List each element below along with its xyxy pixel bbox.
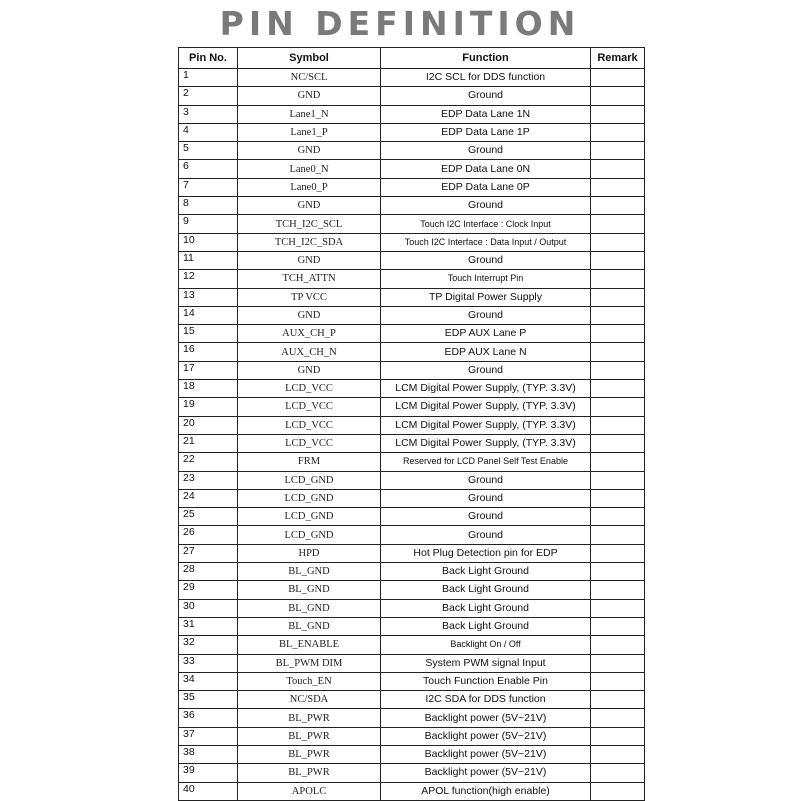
remark-cell: [591, 87, 645, 105]
pin-number-cell: 34: [179, 672, 238, 690]
function-cell: Back Light Ground: [381, 617, 591, 635]
function-cell: Ground: [381, 306, 591, 324]
table-row: [179, 87, 645, 105]
symbol-cell: NC/SDA: [238, 691, 381, 709]
table-row: [179, 782, 645, 800]
table-row: [179, 489, 645, 507]
symbol-cell: BL_PWR: [238, 764, 381, 782]
table-row: [179, 691, 645, 709]
symbol-cell: LCD_GND: [238, 526, 381, 544]
table-row: [179, 325, 645, 343]
function-cell: Ground: [381, 489, 591, 507]
remark-cell: [591, 636, 645, 654]
remark-cell: [591, 270, 645, 288]
pin-number-cell: 23: [179, 471, 238, 489]
pin-number-cell: 11: [179, 251, 238, 269]
function-cell: TP Digital Power Supply: [381, 288, 591, 306]
remark-cell: [591, 563, 645, 581]
pin-number-cell: 10: [179, 233, 238, 251]
symbol-cell: BL_PWR: [238, 745, 381, 763]
pin-number-cell: 12: [179, 270, 238, 288]
table-row: [179, 233, 645, 251]
pin-number-cell: 33: [179, 654, 238, 672]
remark-cell: [591, 508, 645, 526]
symbol-cell: BL_PWM DIM: [238, 654, 381, 672]
pin-number-cell: 21: [179, 434, 238, 452]
table-header-row: [179, 48, 645, 69]
pin-number-cell: 1: [179, 69, 238, 87]
function-cell: Backlight power (5V~21V): [381, 709, 591, 727]
function-cell: EDP AUX Lane P: [381, 325, 591, 343]
pin-number-cell: 35: [179, 691, 238, 709]
function-cell: Back Light Ground: [381, 563, 591, 581]
table-row: [179, 453, 645, 471]
pin-number-cell: 3: [179, 105, 238, 123]
function-cell: Ground: [381, 197, 591, 215]
pin-number-cell: 36: [179, 709, 238, 727]
symbol-cell: NC/SCL: [238, 69, 381, 87]
table-row: [179, 416, 645, 434]
function-cell: Backlight On / Off: [381, 636, 591, 654]
symbol-cell: LCD_GND: [238, 508, 381, 526]
function-cell: Ground: [381, 361, 591, 379]
table-row: [179, 581, 645, 599]
function-cell: Touch I2C Interface : Clock Input: [381, 215, 591, 233]
table-row: [179, 123, 645, 141]
table-row: [179, 306, 645, 324]
symbol-cell: AUX_CH_P: [238, 325, 381, 343]
symbol-cell: AUX_CH_N: [238, 343, 381, 361]
table-row: [179, 764, 645, 782]
table-row: [179, 343, 645, 361]
pin-number-cell: 6: [179, 160, 238, 178]
table-row: [179, 380, 645, 398]
function-cell: Touch I2C Interface : Data Input / Output: [381, 233, 591, 251]
symbol-cell: BL_GND: [238, 563, 381, 581]
remark-cell: [591, 233, 645, 251]
remark-cell: [591, 343, 645, 361]
remark-cell: [591, 306, 645, 324]
table-row: [179, 142, 645, 160]
table-row: [179, 617, 645, 635]
remark-cell: [591, 160, 645, 178]
function-cell: Back Light Ground: [381, 581, 591, 599]
function-cell: Backlight power (5V~21V): [381, 764, 591, 782]
pin-number-cell: 25: [179, 508, 238, 526]
symbol-cell: BL_GND: [238, 581, 381, 599]
remark-cell: [591, 471, 645, 489]
remark-cell: [591, 123, 645, 141]
function-cell: Reserved for LCD Panel Self Test Enable: [381, 453, 591, 471]
symbol-cell: LCD_VCC: [238, 416, 381, 434]
symbol-cell: LCD_GND: [238, 471, 381, 489]
remark-cell: [591, 544, 645, 562]
table-row: [179, 197, 645, 215]
symbol-cell: GND: [238, 361, 381, 379]
function-cell: EDP Data Lane 0P: [381, 178, 591, 196]
symbol-cell: LCD_GND: [238, 489, 381, 507]
symbol-cell: TCH_I2C_SCL: [238, 215, 381, 233]
function-cell: EDP AUX Lane N: [381, 343, 591, 361]
pin-number-cell: 32: [179, 636, 238, 654]
remark-cell: [591, 142, 645, 160]
symbol-cell: GND: [238, 197, 381, 215]
header-function: Function: [381, 48, 591, 69]
function-cell: Touch Interrupt Pin: [381, 270, 591, 288]
function-cell: Ground: [381, 251, 591, 269]
table-row: [179, 270, 645, 288]
header-symbol: Symbol: [238, 48, 381, 69]
function-cell: Backlight power (5V~21V): [381, 745, 591, 763]
function-cell: Back Light Ground: [381, 599, 591, 617]
remark-cell: [591, 672, 645, 690]
remark-cell: [591, 745, 645, 763]
table-row: [179, 709, 645, 727]
remark-cell: [591, 709, 645, 727]
symbol-cell: APOLC: [238, 782, 381, 800]
symbol-cell: BL_GND: [238, 617, 381, 635]
remark-cell: [591, 178, 645, 196]
pin-number-cell: 14: [179, 306, 238, 324]
table-row: [179, 544, 645, 562]
table-row: [179, 160, 645, 178]
remark-cell: [591, 489, 645, 507]
remark-cell: [591, 380, 645, 398]
remark-cell: [591, 325, 645, 343]
remark-cell: [591, 215, 645, 233]
pin-number-cell: 38: [179, 745, 238, 763]
page-title: PIN DEFINITION: [219, 4, 581, 43]
function-cell: EDP Data Lane 0N: [381, 160, 591, 178]
pin-number-cell: 37: [179, 727, 238, 745]
symbol-cell: Lane1_P: [238, 123, 381, 141]
symbol-cell: BL_PWR: [238, 727, 381, 745]
symbol-cell: Lane0_N: [238, 160, 381, 178]
pin-definition-table: [178, 47, 645, 801]
remark-cell: [591, 197, 645, 215]
pin-number-cell: 13: [179, 288, 238, 306]
remark-cell: [591, 727, 645, 745]
symbol-cell: BL_GND: [238, 599, 381, 617]
table-row: [179, 178, 645, 196]
pin-number-cell: 8: [179, 197, 238, 215]
remark-cell: [591, 434, 645, 452]
table-row: [179, 251, 645, 269]
pin-number-cell: 22: [179, 453, 238, 471]
header-remark: Remark: [591, 48, 645, 69]
symbol-cell: GND: [238, 87, 381, 105]
function-cell: LCM Digital Power Supply, (TYP. 3.3V): [381, 398, 591, 416]
function-cell: Ground: [381, 87, 591, 105]
pin-number-cell: 5: [179, 142, 238, 160]
function-cell: I2C SDA for DDS function: [381, 691, 591, 709]
function-cell: EDP Data Lane 1N: [381, 105, 591, 123]
remark-cell: [591, 251, 645, 269]
table-row: [179, 745, 645, 763]
function-cell: Ground: [381, 471, 591, 489]
function-cell: LCM Digital Power Supply, (TYP. 3.3V): [381, 434, 591, 452]
function-cell: LCM Digital Power Supply, (TYP. 3.3V): [381, 380, 591, 398]
symbol-cell: HPD: [238, 544, 381, 562]
table-body: [179, 69, 645, 801]
table-row: [179, 636, 645, 654]
table-row: [179, 105, 645, 123]
table-row: [179, 215, 645, 233]
function-cell: I2C SCL for DDS function: [381, 69, 591, 87]
table-row: [179, 672, 645, 690]
table-row: [179, 471, 645, 489]
pin-number-cell: 40: [179, 782, 238, 800]
remark-cell: [591, 599, 645, 617]
header-pin-no: Pin No.: [179, 48, 238, 69]
remark-cell: [591, 361, 645, 379]
pin-number-cell: 16: [179, 343, 238, 361]
table-row: [179, 398, 645, 416]
symbol-cell: TCH_ATTN: [238, 270, 381, 288]
table-row: [179, 654, 645, 672]
symbol-cell: BL_ENABLE: [238, 636, 381, 654]
pin-number-cell: 18: [179, 380, 238, 398]
remark-cell: [591, 398, 645, 416]
symbol-cell: GND: [238, 251, 381, 269]
symbol-cell: BL_PWR: [238, 709, 381, 727]
remark-cell: [591, 288, 645, 306]
symbol-cell: GND: [238, 306, 381, 324]
pin-number-cell: 39: [179, 764, 238, 782]
pin-number-cell: 30: [179, 599, 238, 617]
remark-cell: [591, 764, 645, 782]
remark-cell: [591, 105, 645, 123]
table-row: [179, 508, 645, 526]
pin-number-cell: 27: [179, 544, 238, 562]
function-cell: Ground: [381, 508, 591, 526]
pin-number-cell: 9: [179, 215, 238, 233]
function-cell: Backlight power (5V~21V): [381, 727, 591, 745]
remark-cell: [591, 617, 645, 635]
table-row: [179, 361, 645, 379]
remark-cell: [591, 782, 645, 800]
remark-cell: [591, 691, 645, 709]
symbol-cell: TCH_I2C_SDA: [238, 233, 381, 251]
function-cell: APOL function(high enable): [381, 782, 591, 800]
symbol-cell: GND: [238, 142, 381, 160]
symbol-cell: LCD_VCC: [238, 380, 381, 398]
pin-number-cell: 15: [179, 325, 238, 343]
remark-cell: [591, 654, 645, 672]
remark-cell: [591, 69, 645, 87]
pin-number-cell: 31: [179, 617, 238, 635]
table-row: [179, 69, 645, 87]
pin-number-cell: 24: [179, 489, 238, 507]
table-row: [179, 526, 645, 544]
remark-cell: [591, 526, 645, 544]
function-cell: Ground: [381, 526, 591, 544]
remark-cell: [591, 453, 645, 471]
pin-number-cell: 26: [179, 526, 238, 544]
function-cell: Ground: [381, 142, 591, 160]
pin-number-cell: 29: [179, 581, 238, 599]
symbol-cell: FRM: [238, 453, 381, 471]
pin-number-cell: 4: [179, 123, 238, 141]
table-row: [179, 434, 645, 452]
symbol-cell: Lane1_N: [238, 105, 381, 123]
table-row: [179, 563, 645, 581]
symbol-cell: Lane0_P: [238, 178, 381, 196]
pin-number-cell: 28: [179, 563, 238, 581]
table-row: [179, 727, 645, 745]
table-row: [179, 288, 645, 306]
function-cell: LCM Digital Power Supply, (TYP. 3.3V): [381, 416, 591, 434]
symbol-cell: LCD_VCC: [238, 434, 381, 452]
function-cell: Hot Plug Detection pin for EDP: [381, 544, 591, 562]
pin-number-cell: 7: [179, 178, 238, 196]
symbol-cell: LCD_VCC: [238, 398, 381, 416]
pin-number-cell: 17: [179, 361, 238, 379]
pin-number-cell: 20: [179, 416, 238, 434]
table-row: [179, 599, 645, 617]
function-cell: EDP Data Lane 1P: [381, 123, 591, 141]
symbol-cell: Touch_EN: [238, 672, 381, 690]
pin-number-cell: 2: [179, 87, 238, 105]
pin-number-cell: 19: [179, 398, 238, 416]
remark-cell: [591, 416, 645, 434]
remark-cell: [591, 581, 645, 599]
symbol-cell: TP VCC: [238, 288, 381, 306]
function-cell: Touch Function Enable Pin: [381, 672, 591, 690]
function-cell: System PWM signal Input: [381, 654, 591, 672]
